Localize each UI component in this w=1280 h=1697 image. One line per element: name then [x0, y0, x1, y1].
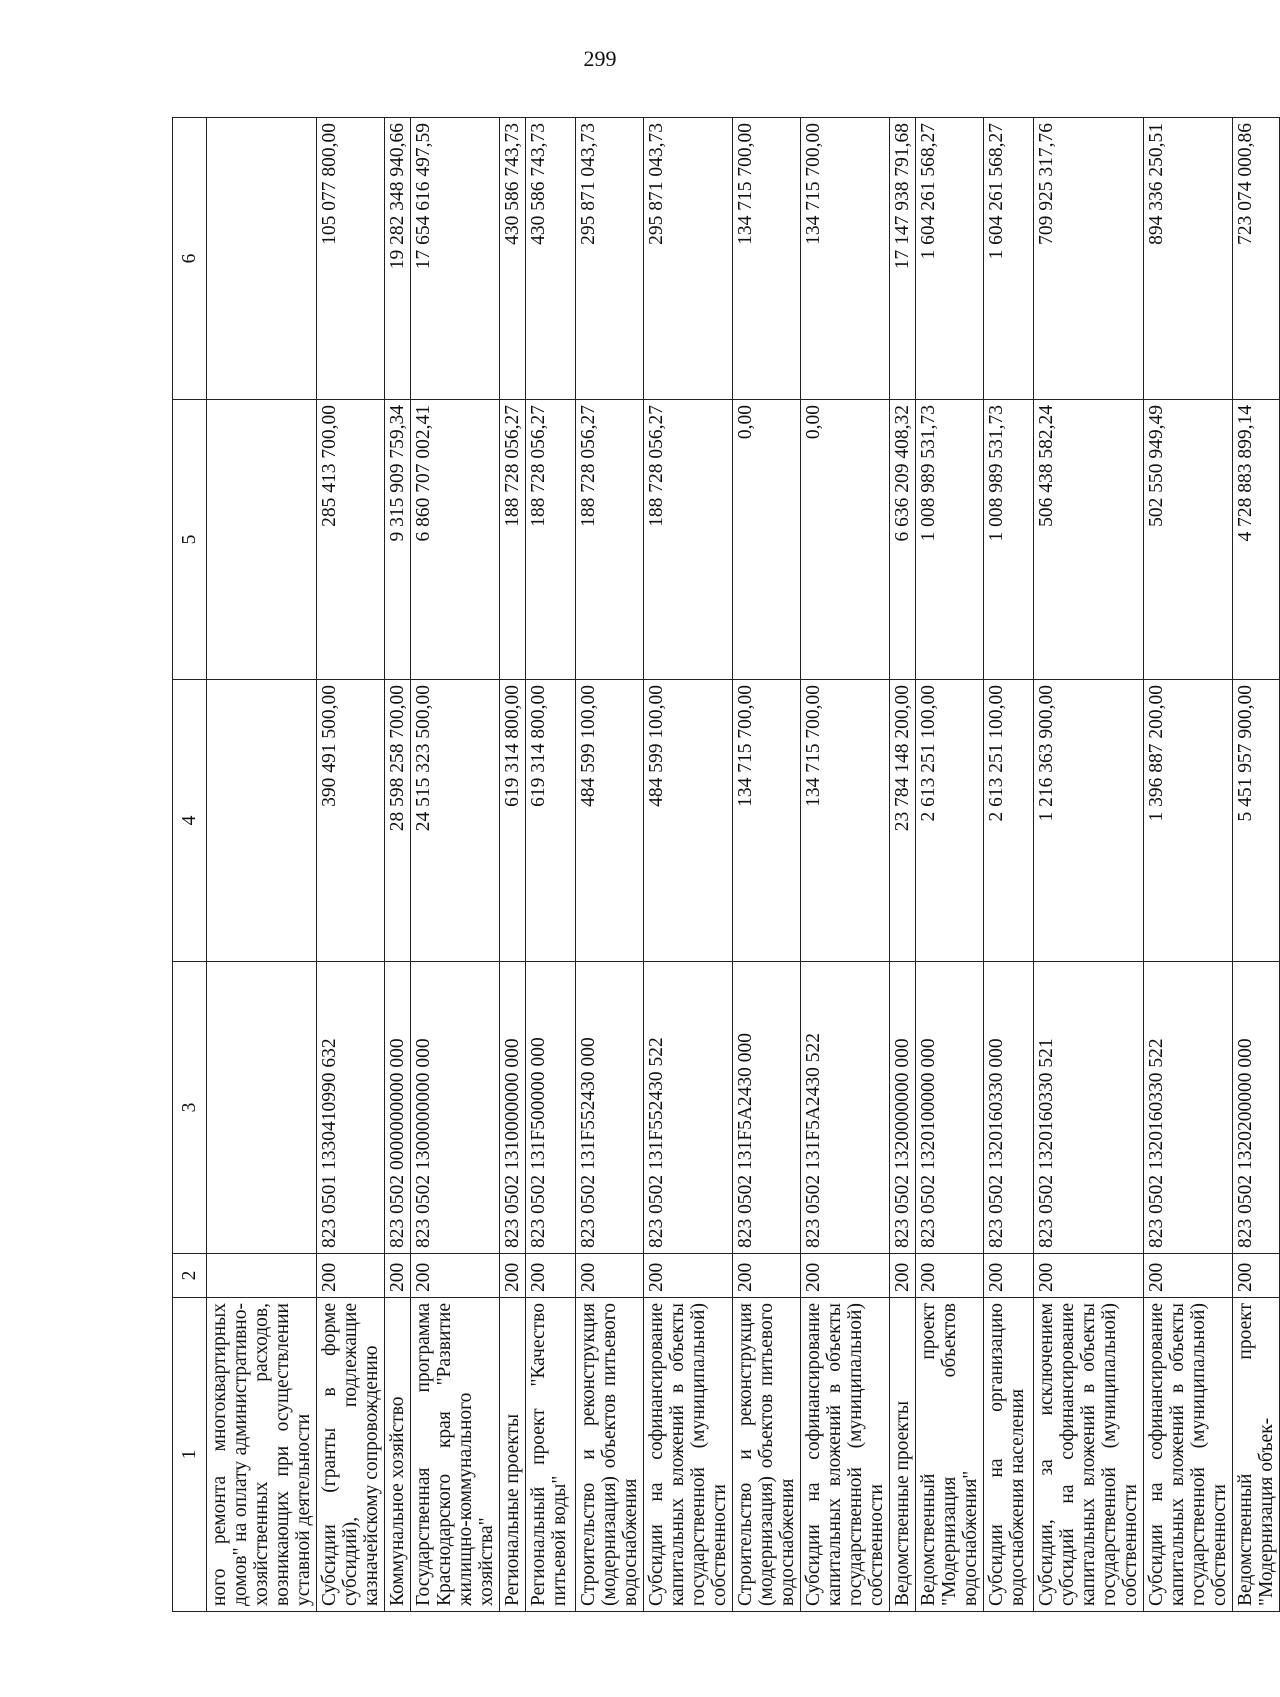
row-name: Ведомственные проекты: [890, 1298, 916, 1612]
row-name: Субсидии на софинансирование капитальных вложений в объекты государственной (муниципальной) собственности: [644, 1298, 733, 1612]
row-value-5: 285 413 700,00: [317, 400, 385, 680]
row-value-5: 188 728 056,27: [644, 400, 733, 680]
table-row: [1034, 118, 1144, 1612]
row-value-4: 1 396 887 200,00: [1144, 680, 1233, 962]
row-name: ного ремонта многоквартирных домов" на оплату административно-хозяйственных расходов, возникающих при осуществлении уставной деятельности: [207, 1298, 317, 1612]
row-code: 823 0502 1320000000 000: [890, 962, 916, 1254]
row-code: [207, 962, 317, 1254]
table-row: [1233, 118, 1280, 1612]
row-value-6: 295 871 043,73: [644, 118, 733, 400]
row-value-6: 17 654 616 497,59: [411, 118, 500, 400]
row-value-6: 430 586 743,73: [500, 118, 526, 400]
row-value-4: 484 599 100,00: [644, 680, 733, 962]
row-code: 823 0502 131F552430 522: [644, 962, 733, 1254]
row-value-5: 506 438 582,24: [1034, 400, 1144, 680]
table-row: [411, 118, 500, 1612]
row-value-4: 23 784 148 200,00: [890, 680, 916, 962]
table-row: [1144, 118, 1233, 1612]
row-value-6: 894 336 250,51: [1144, 118, 1233, 400]
header-cell: 5: [173, 400, 207, 680]
row-col2: [207, 1254, 317, 1298]
row-value-4: 1 216 363 900,00: [1034, 680, 1144, 962]
row-code: 823 0502 0000000000 000: [385, 962, 411, 1254]
table-row: [317, 118, 385, 1612]
row-value-5: 0,00: [801, 400, 890, 680]
row-name: Субсидии на софинансирование капитальных вложений в объекты государственной (муниципальной) собственности: [801, 1298, 890, 1612]
row-col2: 200: [984, 1254, 1034, 1298]
row-code: 823 0502 1300000000 000: [411, 962, 500, 1254]
row-value-4: 619 314 800,00: [500, 680, 526, 962]
header-cell: 2: [173, 1254, 207, 1298]
row-value-5: 0,00: [733, 400, 801, 680]
row-name: Государственная программа Краснодарского края "Развитие жилищно-коммунального хозяйства": [411, 1298, 500, 1612]
header-row: [173, 118, 207, 1612]
row-col2: 200: [801, 1254, 890, 1298]
row-value-5: 1 008 989 531,73: [916, 400, 984, 680]
row-value-6: 1 604 261 568,27: [984, 118, 1034, 400]
budget-table-container: [172, 118, 1277, 1612]
row-code: 823 0502 1320200000 000: [1233, 962, 1280, 1254]
row-col2: 200: [317, 1254, 385, 1298]
row-col2: 200: [916, 1254, 984, 1298]
row-value-4: [207, 680, 317, 962]
row-value-4: 390 491 500,00: [317, 680, 385, 962]
row-value-6: 295 871 043,73: [576, 118, 644, 400]
row-value-5: 1 008 989 531,73: [984, 400, 1034, 680]
row-value-4: 28 598 258 700,00: [385, 680, 411, 962]
row-value-6: 1 604 261 568,27: [916, 118, 984, 400]
row-code: 823 0502 131F500000 000: [526, 962, 576, 1254]
row-col2: 200: [733, 1254, 801, 1298]
row-name: Субсидии на софинансирование капитальных вложений в объекты государственной (муниципальной) собственности: [1144, 1298, 1233, 1612]
row-value-4: 2 613 251 100,00: [916, 680, 984, 962]
row-code: 823 0502 131F5A2430 000: [733, 962, 801, 1254]
table-row: [526, 118, 576, 1612]
row-code: 823 0502 131F552430 000: [576, 962, 644, 1254]
row-value-5: 6 636 209 408,32: [890, 400, 916, 680]
table-row: [644, 118, 733, 1612]
row-value-4: 619 314 800,00: [526, 680, 576, 962]
row-name: Строительство и реконструкция (модернизация) объектов питьевого водоснабжения: [576, 1298, 644, 1612]
row-col2: 200: [1233, 1254, 1280, 1298]
table-row: [207, 118, 317, 1612]
row-value-4: 484 599 100,00: [576, 680, 644, 962]
row-name: Строительство и реконструкция (модернизация) объектов питьевого водоснабжения: [733, 1298, 801, 1612]
row-value-4: 5 451 957 900,00: [1233, 680, 1280, 962]
row-name: Субсидии на организацию водоснабжения населения: [984, 1298, 1034, 1612]
header-cell: 4: [173, 680, 207, 962]
row-value-4: 134 715 700,00: [801, 680, 890, 962]
row-value-4: 134 715 700,00: [733, 680, 801, 962]
row-col2: 200: [385, 1254, 411, 1298]
table-row: [500, 118, 526, 1612]
budget-table: [172, 117, 1280, 1612]
table-row: [916, 118, 984, 1612]
row-value-5: 188 728 056,27: [500, 400, 526, 680]
row-value-4: 2 613 251 100,00: [984, 680, 1034, 962]
row-value-6: 134 715 700,00: [733, 118, 801, 400]
table-row: [801, 118, 890, 1612]
row-col2: 200: [500, 1254, 526, 1298]
header-cell: 1: [173, 1298, 207, 1612]
row-name: Субсидии (гранты в форме субсидий), подлежащие казначейскому сопровождению: [317, 1298, 385, 1612]
table-row: [984, 118, 1034, 1612]
row-name: Ведомственный проект "Модернизация объектов водоснабжения": [916, 1298, 984, 1612]
header-cell: 6: [173, 118, 207, 400]
table-row: [385, 118, 411, 1612]
row-value-5: 188 728 056,27: [576, 400, 644, 680]
row-col2: 200: [411, 1254, 500, 1298]
row-col2: 200: [576, 1254, 644, 1298]
row-name: Субсидии, за исключением субсидий на софинансирование капитальных вложений в объекты государственной (муниципальной) собственности: [1034, 1298, 1144, 1612]
row-name: Региональный проект "Качество питьевой воды": [526, 1298, 576, 1612]
row-value-5: [207, 400, 317, 680]
row-code: 823 0502 1320100000 000: [916, 962, 984, 1254]
row-value-4: 24 515 323 500,00: [411, 680, 500, 962]
row-value-6: 105 077 800,00: [317, 118, 385, 400]
row-value-6: 134 715 700,00: [801, 118, 890, 400]
row-name: Региональные проекты: [500, 1298, 526, 1612]
row-code: 823 0502 1320160330 522: [1144, 962, 1233, 1254]
row-value-6: 723 074 000,86: [1233, 118, 1280, 400]
row-name: Коммунальное хозяйство: [385, 1298, 411, 1612]
row-value-6: [207, 118, 317, 400]
row-value-6: 19 282 348 940,66: [385, 118, 411, 400]
row-code: 823 0502 131F5A2430 522: [801, 962, 890, 1254]
row-col2: 200: [526, 1254, 576, 1298]
table-row: [890, 118, 916, 1612]
row-value-5: 188 728 056,27: [526, 400, 576, 680]
row-code: 823 0502 1320160330 521: [1034, 962, 1144, 1254]
row-value-5: 4 728 883 899,14: [1233, 400, 1280, 680]
row-code: 823 0501 1330410990 632: [317, 962, 385, 1254]
row-value-5: 502 550 949,49: [1144, 400, 1233, 680]
row-value-6: 17 147 938 791,68: [890, 118, 916, 400]
row-value-6: 709 925 317,76: [1034, 118, 1144, 400]
row-col2: 200: [1034, 1254, 1144, 1298]
row-col2: 200: [644, 1254, 733, 1298]
row-code: 823 0502 1320160330 000: [984, 962, 1034, 1254]
table-row: [733, 118, 801, 1612]
row-value-5: 9 315 909 759,34: [385, 400, 411, 680]
header-cell: 3: [173, 962, 207, 1254]
table-row: [576, 118, 644, 1612]
page-number: 299: [583, 46, 617, 71]
row-value-5: 6 860 707 002,41: [411, 400, 500, 680]
row-col2: 200: [1144, 1254, 1233, 1298]
row-col2: 200: [890, 1254, 916, 1298]
row-value-6: 430 586 743,73: [526, 118, 576, 400]
row-code: 823 0502 1310000000 000: [500, 962, 526, 1254]
row-name: Ведомственный проект "Модернизация объек-: [1233, 1298, 1280, 1612]
